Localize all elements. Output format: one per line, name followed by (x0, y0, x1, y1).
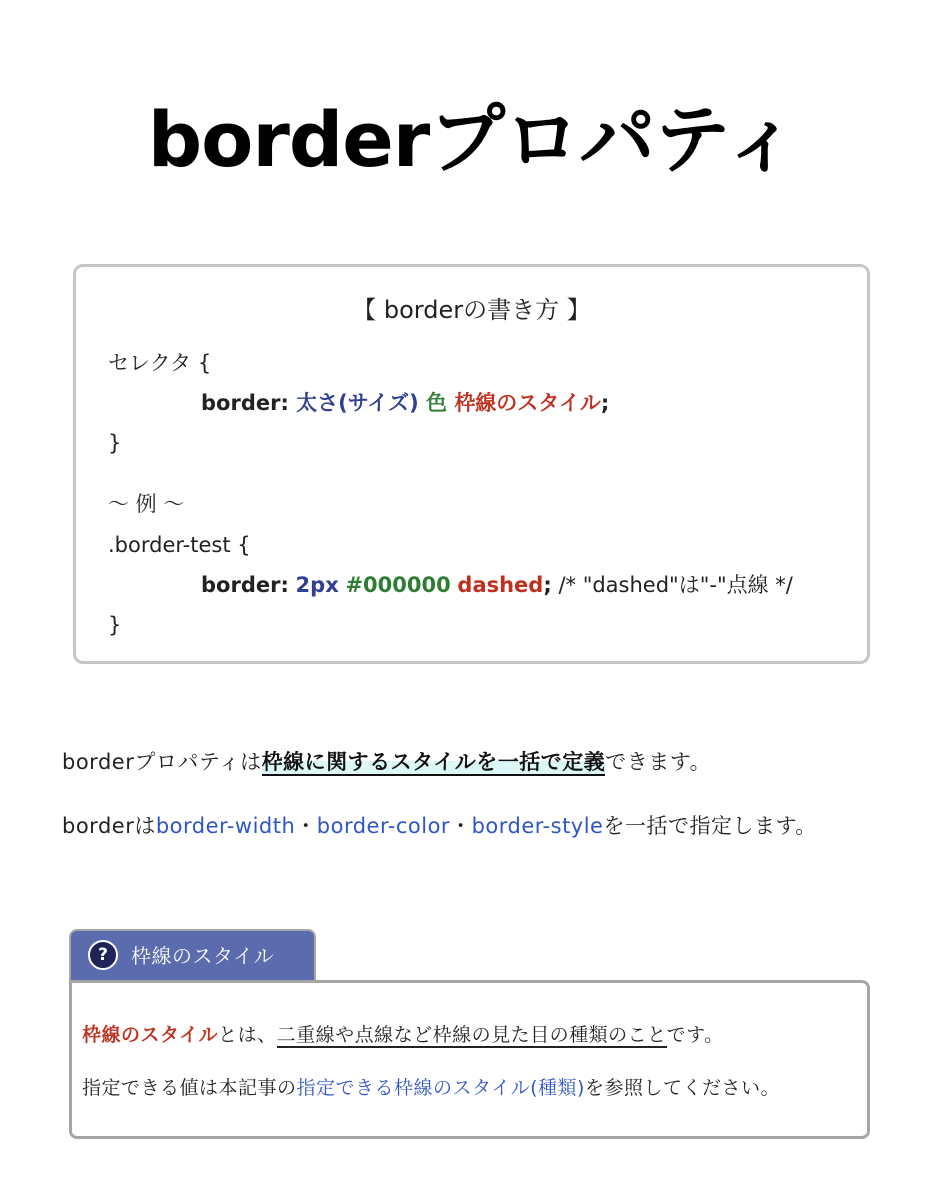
example-size: 2px (295, 573, 339, 597)
info-line2-suffix: を参照してください。 (584, 1077, 780, 1099)
page-title: borderプロパティ (147, 95, 799, 184)
example-declaration-line (201, 570, 793, 600)
code-prop: border: (201, 391, 289, 415)
description-paragraph-1 (62, 747, 711, 777)
example-comment: /* "dashed"は"-"点線 */ (558, 573, 793, 597)
para2-suffix: を一括で指定します。 (603, 814, 817, 838)
info-box (69, 980, 870, 1139)
code-close-brace: } (108, 431, 122, 455)
para1-suffix: できます。 (605, 750, 712, 774)
info-line2-prefix: 指定できる値は本記事の (82, 1077, 297, 1099)
code-color: 色 (426, 391, 447, 415)
link-border-color[interactable]: border-color (316, 814, 451, 838)
para2-prefix: borderは (62, 814, 156, 838)
link-border-style-types[interactable]: 指定できる枠線のスタイル(種類) (296, 1077, 585, 1099)
example-prop: border: (201, 573, 289, 597)
syntax-heading: 【 borderの書き方 】 (352, 296, 591, 324)
link-border-width[interactable]: border-width (155, 814, 296, 838)
example-label: 〜 例 〜 (108, 492, 185, 516)
code-selector-line: セレクタ { (108, 351, 212, 375)
info-term: 枠線のスタイル (82, 1024, 219, 1046)
code-declaration-line (201, 388, 609, 418)
info-underlined-definition: 二重線や点線など枠線の見た目の種類のこと (276, 1024, 667, 1046)
question-icon: ? (88, 940, 118, 970)
info-line-2 (82, 1074, 780, 1102)
info-line-1 (82, 1021, 724, 1049)
example-semicolon: ; (543, 573, 552, 597)
info-tab-label: 枠線のスタイル (131, 944, 275, 968)
separator-2: ・ (450, 814, 472, 838)
info-line1-end: です。 (666, 1024, 724, 1046)
info-line1-mid: とは、 (218, 1024, 277, 1046)
syntax-box (73, 264, 870, 664)
para1-prefix: borderプロパティは (62, 750, 262, 774)
example-selector-line: .border-test { (108, 533, 251, 557)
code-size: 太さ(サイズ) (296, 391, 419, 415)
example-close-brace: } (108, 613, 122, 637)
code-style: 枠線のスタイル (454, 391, 601, 415)
para1-highlight: 枠線に関するスタイルを一括で定義 (261, 750, 606, 774)
description-paragraph-2 (62, 811, 817, 841)
separator-1: ・ (295, 814, 317, 838)
example-color: #000000 (345, 573, 451, 597)
code-semicolon: ; (600, 391, 610, 415)
info-tab (69, 929, 316, 982)
example-style: dashed (457, 573, 544, 597)
link-border-style[interactable]: border-style (471, 814, 604, 838)
